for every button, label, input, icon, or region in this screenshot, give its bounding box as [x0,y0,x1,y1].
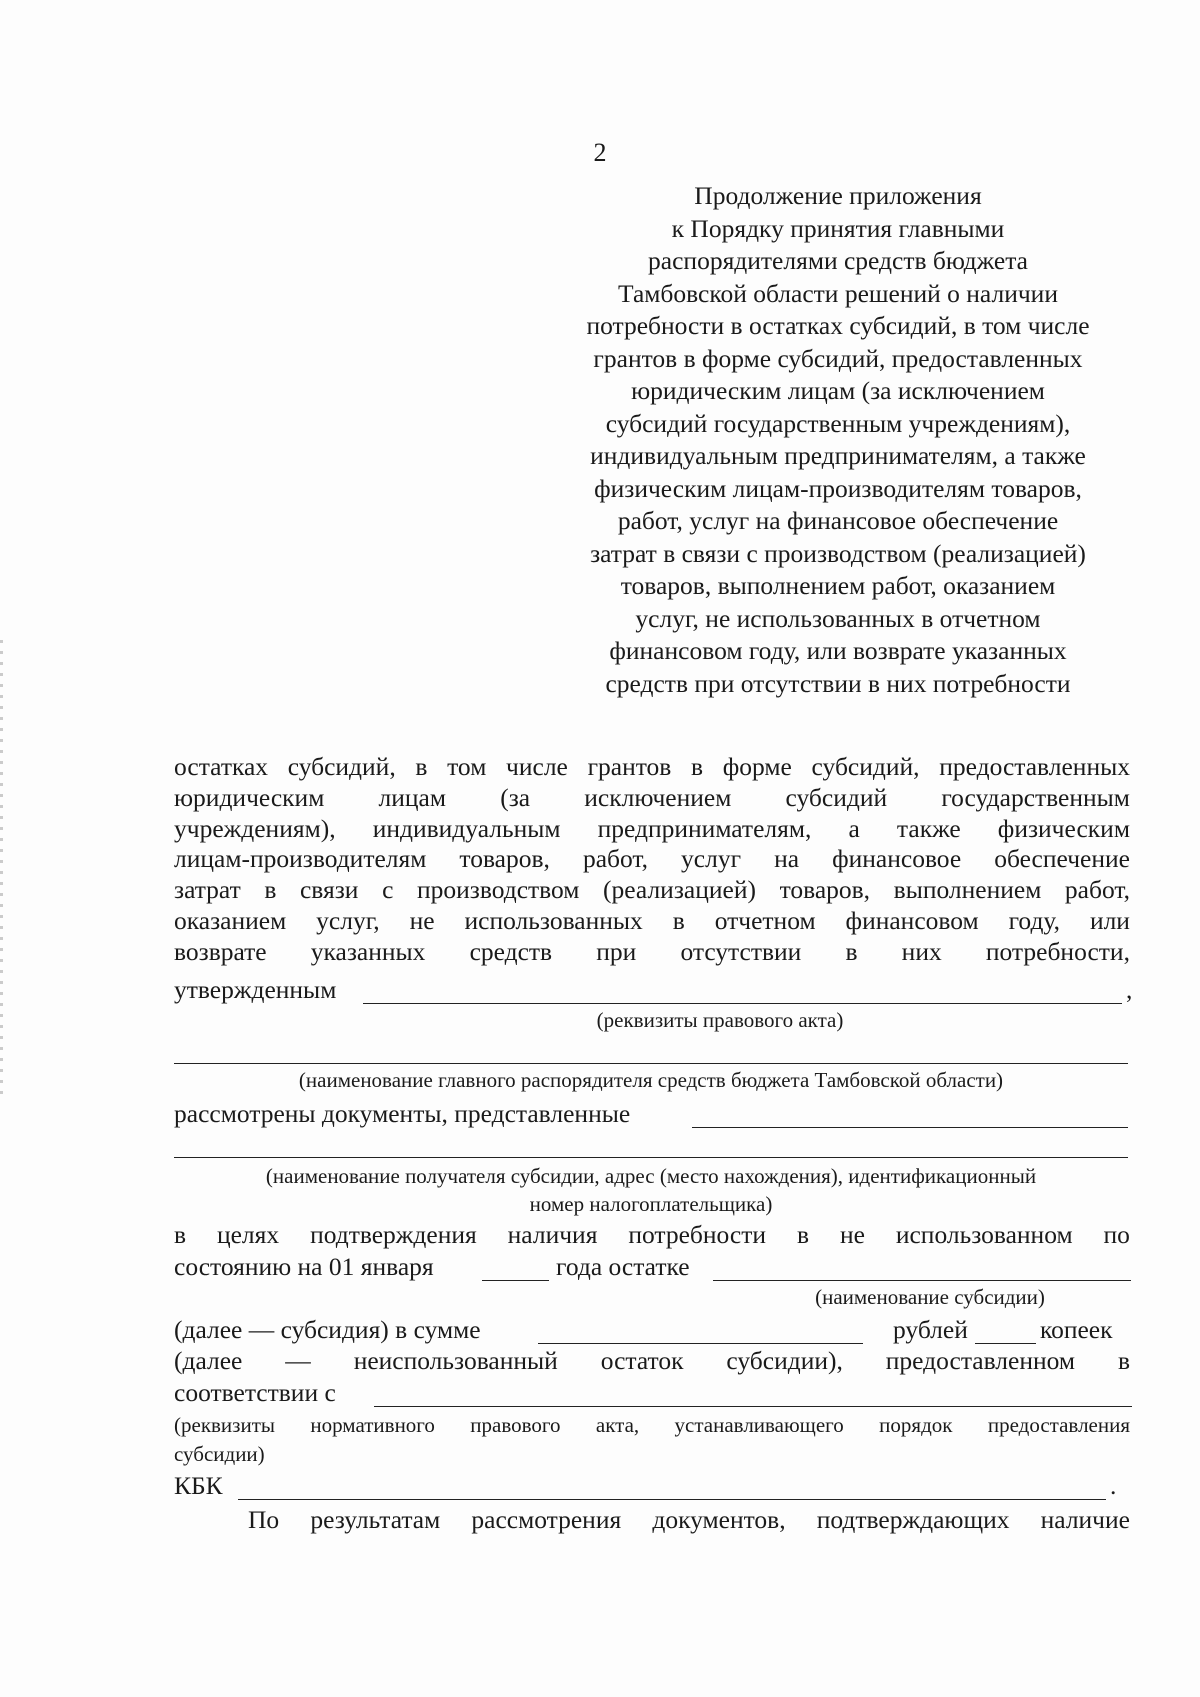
word: обеспечение [994,844,1130,874]
year-remainder-label: года остатке [556,1252,690,1281]
appendix-line: индивидуальным предпринимателям, а также [590,441,1086,470]
word: субсидий, [287,752,396,781]
word: использованном [895,1220,1073,1249]
word: (за [500,782,531,812]
word: в [174,1220,187,1249]
appendix-line: средств при отсутствии в них потребности [605,668,1071,698]
word: в [796,1220,810,1249]
caption-recipient-2: номер налогоплательщика) [529,1192,773,1216]
accordance-label: соответствии с [174,1378,336,1407]
state-prefix: состоянию на 01 января [174,1252,434,1281]
approved-label: утвержденным [174,975,337,1004]
word: оказанием [174,906,287,935]
word: (реквизиты [174,1413,275,1437]
appendix-line: субсидий государственным учреждениям), [605,408,1071,438]
appendix-line: юридическим лицам (за исключением [631,376,1045,405]
caption-norm-act-2: субсидии) [174,1442,265,1466]
word: в [1117,1346,1130,1375]
word: в [672,906,685,935]
unused-line [174,1346,1130,1376]
word: услуг [681,844,742,874]
word: — [285,1346,311,1375]
word: нормативного [310,1413,435,1437]
word: выполнением [893,875,1042,905]
word: предоставленных [939,752,1130,781]
appendix-line: распорядителями средств бюджета [648,246,1028,275]
appendix-line: потребности в остатках субсидий, в том числе [586,311,1090,340]
legal-act-field[interactable] [363,1003,1122,1004]
word: предоставления [987,1413,1130,1437]
appendix-line: к Порядку принятия главными [671,213,1005,243]
word: году, [1008,906,1060,935]
appendix-line: товаров, выполнением работ, оказанием [620,571,1056,600]
word: не [839,1220,865,1249]
word: юридическим [174,782,325,812]
amount-kopecks-field[interactable] [975,1343,1036,1344]
kopecks-label: копеек [1040,1315,1113,1344]
word: акта, [595,1413,640,1437]
kbk-period: . [1110,1471,1117,1500]
word: (далее [174,1346,243,1375]
purpose-line [174,1220,1130,1250]
word: субсидий, [811,752,920,781]
word: товаров, [779,875,871,905]
documents-label: рассмотрены документы, представленные [174,1099,631,1128]
word: физическим [997,813,1130,843]
word: подтверждения [310,1220,477,1249]
word: результатам [310,1505,441,1534]
caption-legal-act: (реквизиты правового акта) [596,1008,844,1032]
caption-norm-act-1 [174,1413,1130,1438]
subsidy-name-field[interactable] [713,1280,1131,1281]
word: предоставленном [885,1346,1076,1375]
kbk-field[interactable] [238,1499,1106,1500]
scan-edge-artifact [0,640,3,1100]
word: финансовом [845,906,979,935]
word: с [382,875,394,905]
approved-comma: , [1126,975,1133,1004]
word: остатках [174,752,269,781]
body-line [174,906,1130,936]
word: порядок [879,1413,953,1437]
word: том [447,752,487,781]
page-number: 2 [593,138,607,167]
word: субсидии), [726,1346,843,1375]
results-line [248,1505,1130,1535]
word: потребности, [985,936,1130,966]
appendix-line: Продолжение приложения [694,181,982,210]
word: индивидуальным [372,813,561,843]
kbk-label: КБК [174,1471,223,1500]
normative-act-field[interactable] [374,1406,1132,1407]
word: в [264,875,277,905]
word: наличие [1040,1505,1130,1534]
word: устанавливающего [674,1413,844,1437]
word: на [774,844,800,874]
appendix-line: затрат в связи с производством (реализацией) [590,538,1086,568]
appendix-line: Тамбовской области решений о наличии [618,278,1058,308]
word: отчетном [714,906,816,935]
appendix-line: услуг, не использованных в отчетном [635,603,1041,633]
word: использованных [464,906,643,935]
appendix-line: физическим лицам-производителям товаров, [594,473,1082,503]
word: производством [416,875,580,905]
word: неиспользованный [353,1346,558,1375]
word: предпринимателям, [597,813,812,843]
word: них [901,936,942,966]
word: по [1103,1220,1130,1249]
word: рассмотрения [471,1505,622,1534]
word: затрат [174,875,241,905]
word: потребности [628,1220,767,1249]
amount-prefix: (далее — субсидия) в сумме [174,1315,481,1344]
word: остаток [600,1346,684,1375]
word: работ, [1064,875,1130,905]
body-line [174,783,1130,813]
word: По [248,1505,280,1534]
word: или [1089,906,1130,935]
amount-rubles-field[interactable] [538,1343,863,1344]
word: товаров, [459,844,550,874]
appendix-line: работ, услуг на финансовое обеспечение [617,506,1059,535]
body-line [174,814,1130,844]
word: отсутствии [680,936,802,966]
word: финансовое [832,844,962,874]
word: работ, [582,844,649,874]
caption-recipient-1: (наименование получателя субсидии, адрес (место нахождения), идентификационный [265,1164,1037,1188]
word: наличия [507,1220,598,1249]
appendix-line: грантов в форме субсидий, предоставленных [593,343,1083,373]
word: форме [722,752,792,781]
word: услуг, [316,906,380,935]
recipient-field[interactable] [174,1157,1128,1158]
word: возврате [174,936,267,966]
appendix-heading [548,180,1128,700]
word: связи [299,875,359,905]
body-line [174,875,1130,905]
word: целях [216,1220,280,1249]
word: лицам [378,782,447,812]
word: документов, [652,1505,786,1534]
word: государственным [941,782,1130,812]
year-field[interactable] [482,1280,549,1281]
word: в [845,936,858,966]
word: грантов [587,752,672,781]
word: исключением [584,782,732,812]
word: средств [469,936,553,966]
word: при [596,936,637,966]
word: указанных [310,936,426,966]
word: лицам-производителям [174,844,427,874]
word: в [691,752,704,781]
word: (реализацией) [603,875,756,905]
word: не [409,906,435,935]
body-line [174,752,1130,782]
word: также [896,813,961,843]
word: субсидий [785,782,888,812]
caption-main-manager: (наименование главного распорядителя средств бюджета Тамбовской области) [298,1068,1004,1092]
documents-from-field[interactable] [692,1127,1128,1128]
word: правового [470,1413,561,1437]
caption-subsidy-name: (наименование субсидии) [815,1285,1045,1309]
word: подтверждающих [816,1505,1010,1534]
body-line [174,844,1130,874]
body-line [174,937,1130,967]
appendix-line: финансовом году, или возврате указанных [609,636,1067,665]
word: в [415,752,428,781]
rubles-label: рублей [893,1315,968,1344]
word: а [848,813,860,843]
word: числе [506,752,568,781]
main-manager-field[interactable] [174,1063,1128,1064]
word: учреждениям), [174,813,336,843]
